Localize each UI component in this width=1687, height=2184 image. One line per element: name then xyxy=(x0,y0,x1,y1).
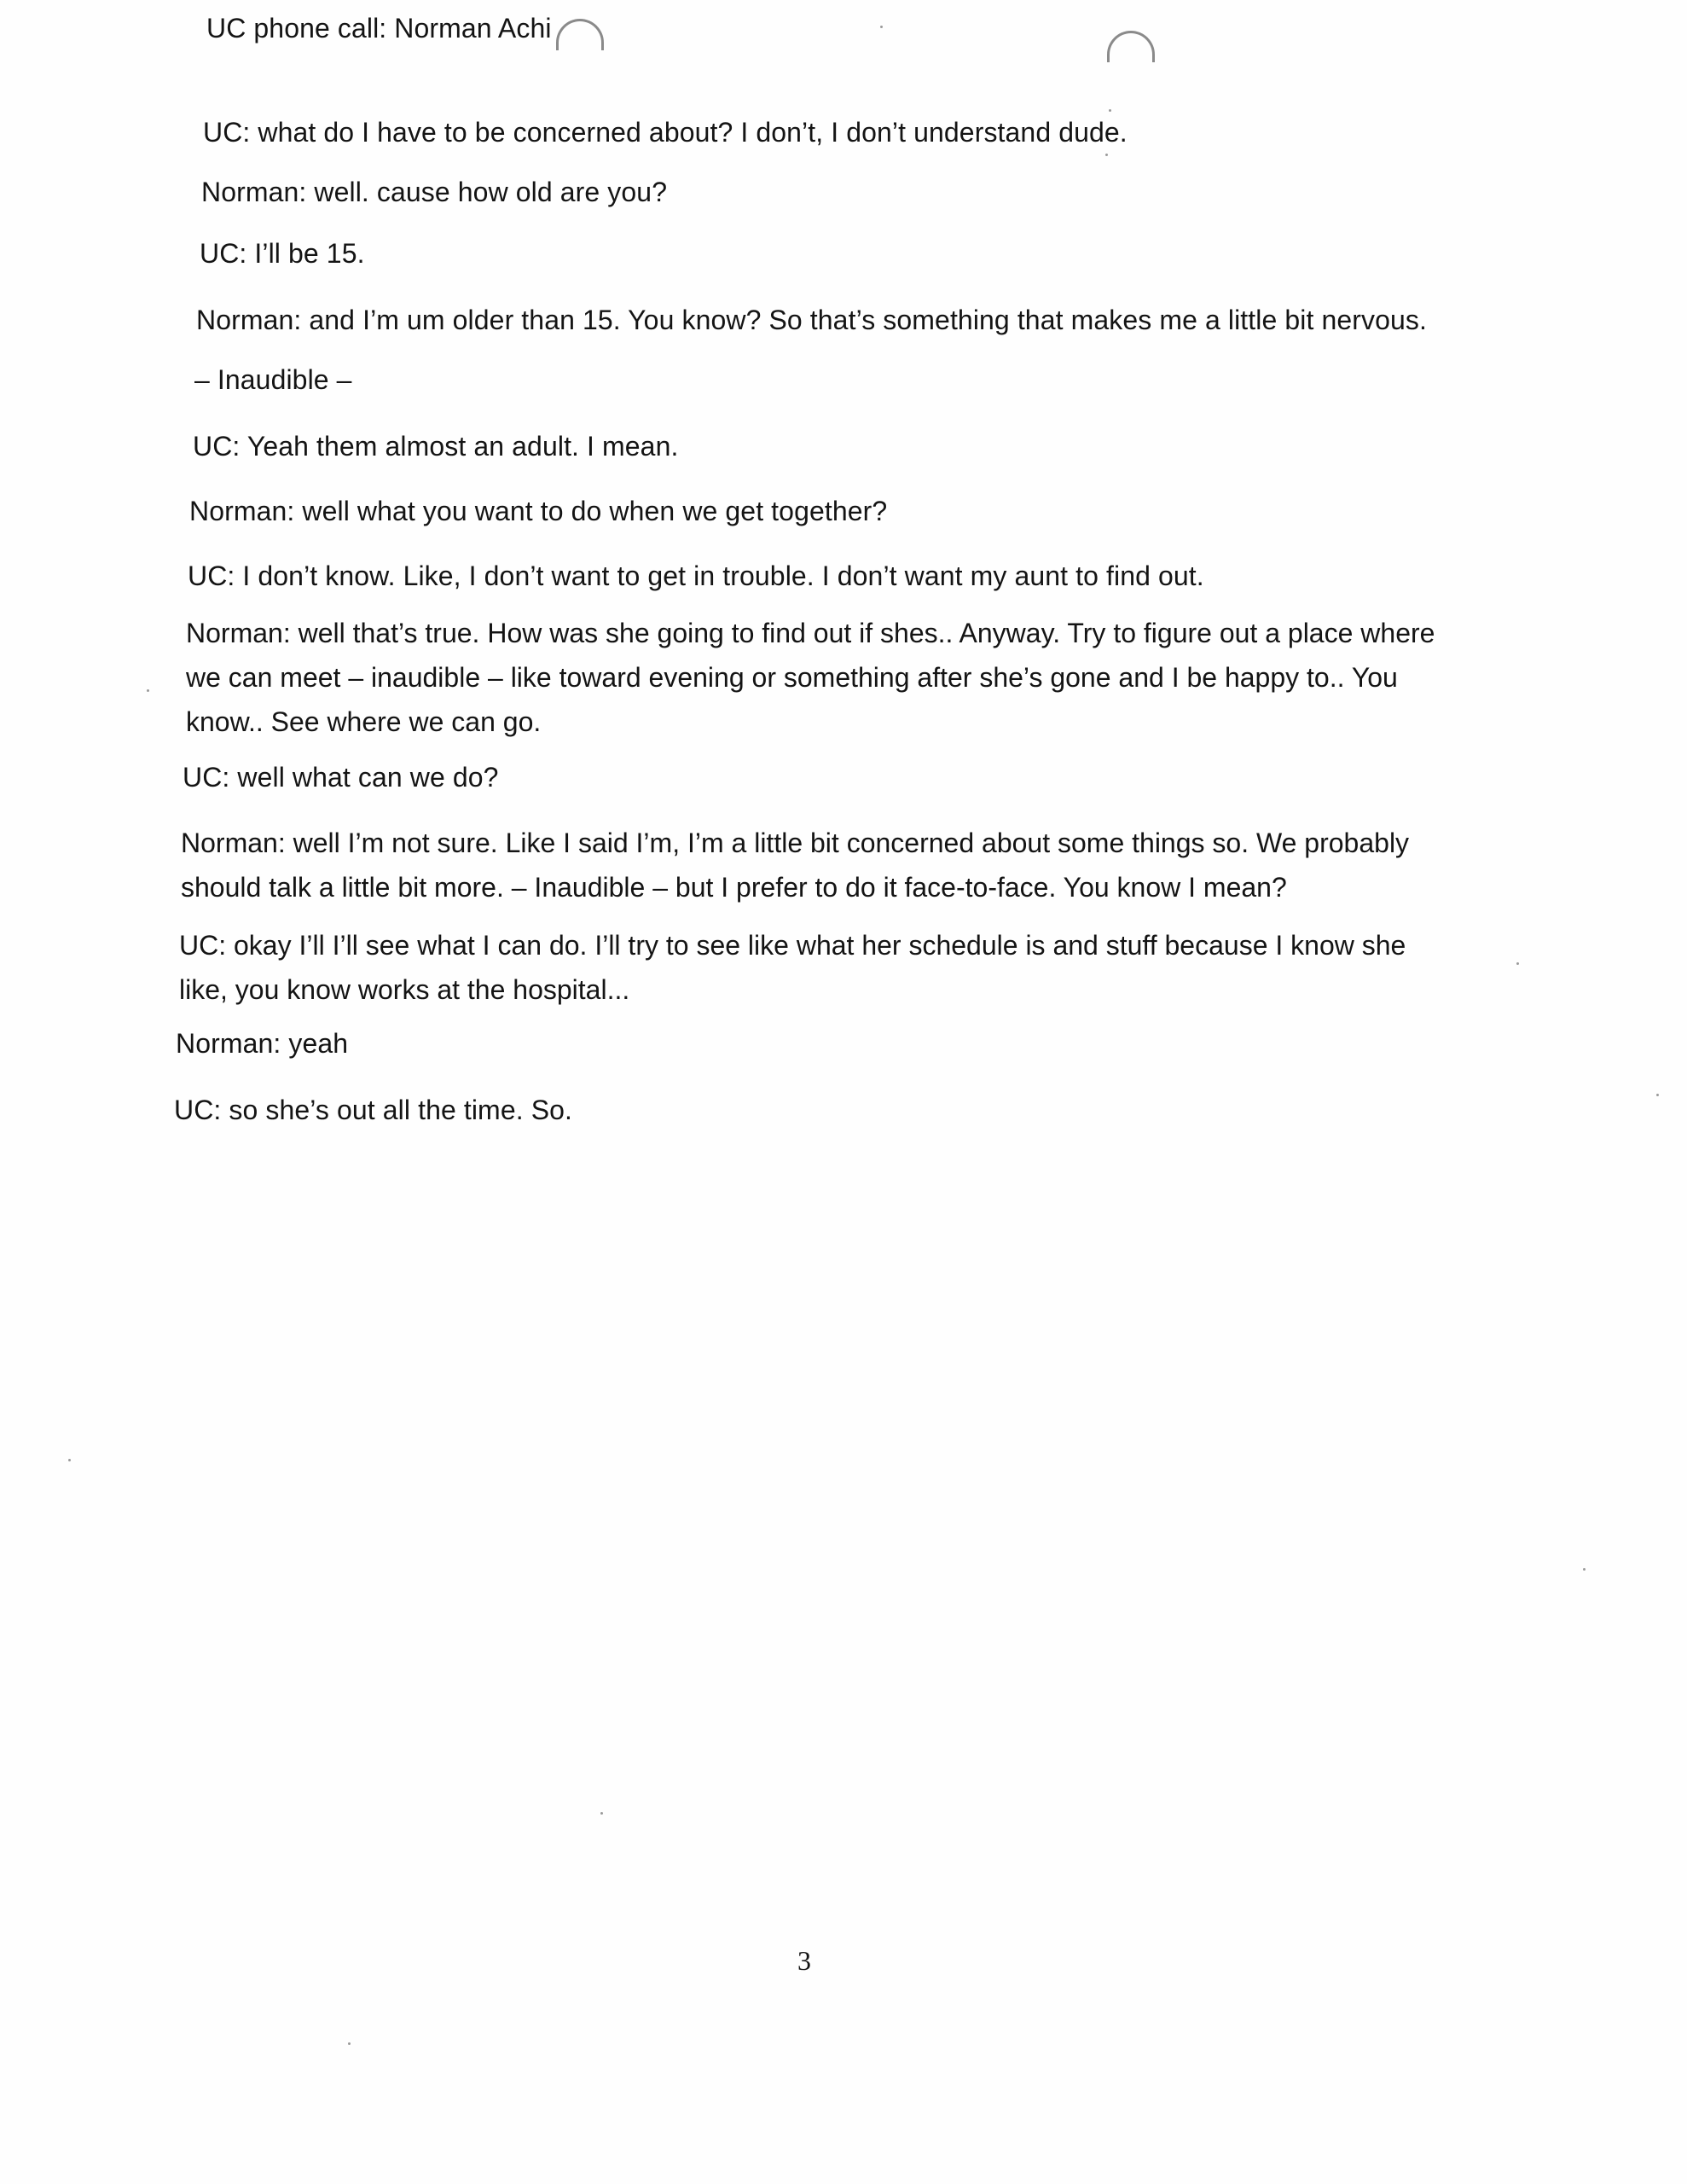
transcript-paragraph xyxy=(179,923,1406,1012)
paragraph-line: like, you know works at the hospital... xyxy=(179,974,630,1005)
paragraph-line: UC: okay I’ll I’ll see what I can do. I’ll try to see like what her schedule is and stuff because I know she xyxy=(179,930,1406,961)
paragraph-line: should talk a little bit more. – Inaudible – but I prefer to do it face-to-face. You know I mean? xyxy=(181,872,1287,903)
scan-speck xyxy=(1583,1568,1586,1571)
scan-speck xyxy=(600,1812,603,1815)
transcript-header: UC phone call: Norman Achi xyxy=(206,13,552,44)
transcript-line: – Inaudible – xyxy=(194,364,352,395)
scan-speck xyxy=(1516,962,1519,965)
scan-speck xyxy=(1109,109,1111,112)
paragraph-line: we can meet – inaudible – like toward evening or something after she’s gone and I be happy to.. You xyxy=(186,662,1398,693)
scan-speck xyxy=(68,1459,71,1461)
scan-speck xyxy=(147,689,149,692)
transcript-line: Norman: well what you want to do when we get together? xyxy=(189,496,888,526)
transcript-line: UC: I’ll be 15. xyxy=(200,238,365,269)
transcript-line: Norman: yeah xyxy=(176,1028,349,1059)
scan-speck xyxy=(1105,154,1108,156)
transcript-line: UC: so she’s out all the time. So. xyxy=(174,1095,573,1125)
scan-speck xyxy=(348,2042,351,2045)
paragraph-line: Norman: well that’s true. How was she going to find out if shes.. Anyway. Try to figure out a place where xyxy=(186,618,1435,648)
scan-speck xyxy=(880,26,883,28)
scan-speck xyxy=(1656,1094,1659,1096)
transcript-line: Norman: well. cause how old are you? xyxy=(201,177,668,207)
punch-hole-left xyxy=(556,19,604,50)
paragraph-line: know.. See where we can go. xyxy=(186,706,542,737)
transcript-line: UC: what do I have to be concerned about? I don’t, I don’t understand dude. xyxy=(203,117,1128,148)
transcript-paragraph xyxy=(181,821,1409,909)
page-number: 3 xyxy=(797,1945,811,1976)
transcript-line: UC: I don’t know. Like, I don’t want to get in trouble. I don’t want my aunt to find out. xyxy=(188,561,1204,591)
transcript-paragraph xyxy=(186,611,1435,744)
transcript-line: UC: Yeah them almost an adult. I mean. xyxy=(193,431,679,462)
transcript-line: UC: well what can we do? xyxy=(183,762,499,793)
punch-hole-right xyxy=(1107,31,1155,62)
transcript-line: Norman: and I’m um older than 15. You know? So that’s something that makes me a little bit nervous. xyxy=(196,305,1427,335)
paragraph-line: Norman: well I’m not sure. Like I said I’m, I’m a little bit concerned about some things so. We probably xyxy=(181,828,1410,858)
